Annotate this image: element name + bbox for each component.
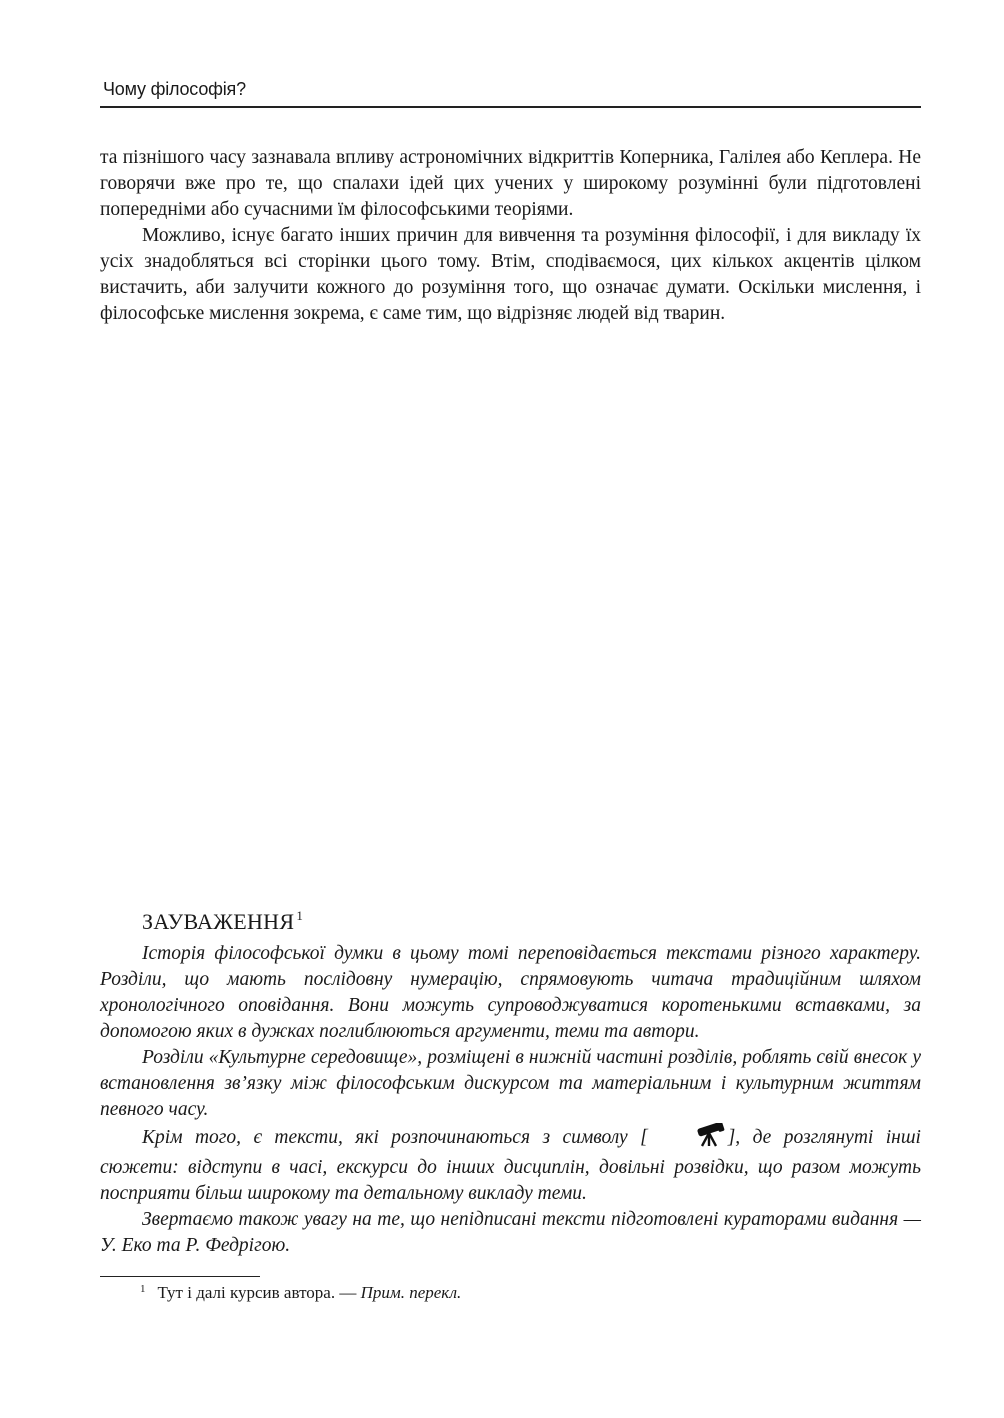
body-paragraph: та пізнішого часу зазнавала впливу астрономічних відкриттів Коперника, Галілея або Кеплера. Не говорячи вже про те, що спалахи ідей цих учених у широкому розумінні були підготовлені попередніми або сучасними їм філософськими теоріями.	[100, 147, 921, 220]
notes-paragraph: Історія філософської думки в цьому томі переповідається текстами різного характеру. Розділи, що мають послідовну нумерацію, спрямовують читача традиційним шляхом хронологічного оповідання. Вони можуть супроводжуватися коротенькими вставками, за допомогою яких в дужках поглиблюються аргументи, теми та автори.	[100, 943, 921, 1042]
telescope-icon	[650, 1123, 726, 1155]
running-title: Чому філософія?	[103, 79, 246, 99]
footnote-mark: 1	[140, 1283, 146, 1295]
header-rule	[100, 106, 921, 108]
footnote-text: Тут і далі курсив автора. —	[157, 1283, 361, 1302]
notes-section	[100, 941, 921, 1259]
footnote-reference: 1	[296, 908, 304, 923]
footnote-rule	[100, 1276, 260, 1277]
notes-paragraph: Розділи «Культурне середовище», розміщені в нижній частині розділів, роблять свій внесок у встановлення зв’язку між філософським дискурсом та матеріальним і культурним життям певного часу.	[100, 1047, 921, 1120]
notes-heading-text: ЗАУВАЖЕННЯ	[142, 909, 295, 934]
main-text	[100, 145, 921, 327]
footnote-attribution: Прим. перекл.	[360, 1283, 462, 1302]
notes-paragraph	[100, 1123, 921, 1207]
footnote	[140, 1283, 461, 1303]
notes-text: Крім того, є тексти, які розпочинаються з символу [	[142, 1127, 648, 1148]
notes-text: ], де розглянуті інші сюжети: відступи в часі, екскурси до інших дисциплін, довільні розвідки, що разом можуть посприяти більш широкому та детальному викладу теми.	[100, 1127, 921, 1204]
notes-heading	[142, 908, 303, 935]
notes-paragraph: Звертаємо також увагу на те, що непідписані тексти підготовлені кураторами видання — У. Еко та Р. Федрігою.	[100, 1209, 921, 1256]
body-paragraph: Можливо, існує багато інших причин для вивчення та розуміння філософії, і для викладу їх усіх знадобляться всі сторінки цього тому. Втім, сподіваємося, цих кількох акцентів цілком вистачить, аби залучити кожного до розуміння того, що означає думати. Оскільки мислення, і філософське мислення зокрема, є саме тим, що відрізняє людей від тварин.	[100, 225, 921, 324]
